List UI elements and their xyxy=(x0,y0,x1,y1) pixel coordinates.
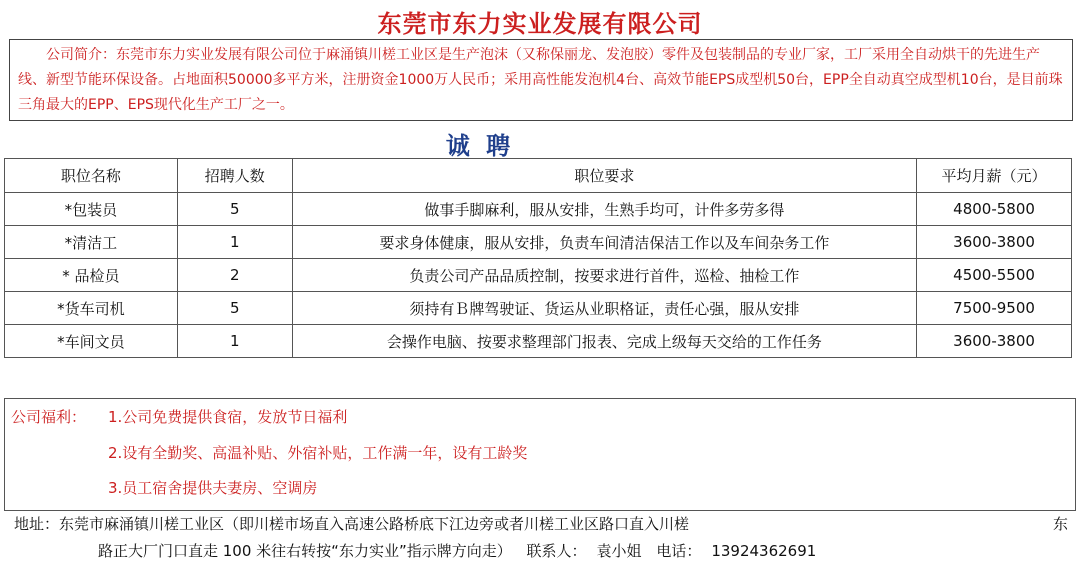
header-count: 招聘人数 xyxy=(177,159,292,193)
cell-salary: 4500-5500 xyxy=(917,259,1072,292)
table-row xyxy=(5,226,1072,259)
table-row xyxy=(5,193,1072,226)
cell-position: *货车司机 xyxy=(5,292,178,325)
address-text-2: 路正大厂门口直走 100 米往右转按“东力实业”指示牌方向走） xyxy=(98,542,512,560)
hiring-heading: 诚 聘 xyxy=(445,132,515,160)
cell-requirements: 要求身体健康，服从安排，负责车间清洁保洁工作以及车间杂务工作 xyxy=(292,226,916,259)
jobs-table xyxy=(4,158,1072,358)
table-row xyxy=(5,325,1072,358)
welfare-item: 3.员工宿舍提供夫妻房、空调房 xyxy=(108,479,318,497)
cell-position: *包装员 xyxy=(5,193,178,226)
cell-requirements: 须持有Ｂ牌驾驶证、货运从业职格证，责任心强，服从安排 xyxy=(292,292,916,325)
company-intro xyxy=(9,39,1073,121)
cell-count: 5 xyxy=(177,193,292,226)
cell-position: *清洁工 xyxy=(5,226,178,259)
welfare-item: 2.设有全勤奖、高温补贴、外宿补贴，工作满一年，设有工龄奖 xyxy=(108,444,528,462)
cell-salary: 3600-3800 xyxy=(917,226,1072,259)
cell-requirements: 负责公司产品品质控制，按要求进行首件，巡检、抽检工作 xyxy=(292,259,916,292)
phone-number: 13924362691 xyxy=(711,542,817,560)
welfare-label: 公司福利： xyxy=(11,408,87,426)
header-requirements: 职位要求 xyxy=(292,159,916,193)
cell-count: 5 xyxy=(177,292,292,325)
address-block xyxy=(14,511,1074,565)
cell-position: *车间文员 xyxy=(5,325,178,358)
cell-count: 2 xyxy=(177,259,292,292)
table-header-row xyxy=(5,159,1072,193)
address-line-1 xyxy=(14,511,1074,538)
cell-salary: 3600-3800 xyxy=(917,325,1072,358)
company-title: 东莞市东力实业发展有限公司 xyxy=(377,10,703,38)
cell-count: 1 xyxy=(177,325,292,358)
header-position: 职位名称 xyxy=(5,159,178,193)
address-line-2 xyxy=(14,538,1074,565)
address-text-1: 地址：东莞市麻涌镇川槎工业区（即川槎市场直入高速公路桥底下江边旁或者川槎工业区路口直入川槎 xyxy=(14,515,690,533)
cell-requirements: 做事手脚麻利，服从安排，生熟手均可，计件多劳多得 xyxy=(292,193,916,226)
cell-count: 1 xyxy=(177,226,292,259)
table-row xyxy=(5,259,1072,292)
intro-label: 公司简介： xyxy=(46,47,116,63)
cell-requirements: 会操作电脑、按要求整理部门报表、完成上级每天交给的工作任务 xyxy=(292,325,916,358)
address-text-1-tail: 东 xyxy=(1052,515,1068,533)
welfare-box xyxy=(4,398,1076,511)
welfare-item: 1.公司免费提供食宿，发放节日福利 xyxy=(108,408,348,426)
cell-position: * 品检员 xyxy=(5,259,178,292)
contact-label: 联系人： xyxy=(526,542,587,560)
cell-salary: 7500-9500 xyxy=(917,292,1072,325)
contact-name: 袁小姐 xyxy=(596,542,642,560)
intro-text: 东莞市东力实业发展有限公司位于麻涌镇川槎工业区是生产泡沫（又称保丽龙、发泡胶）零件及包装制品的专业厂家，工厂采用全自动烘干的先进生产线、新型节能环保设备。占地面积50000多平方米，注册资金1000万人民币；采用高性能发泡机4台、高效节能EPS成型机50台，EPP全自动真空成型机10台，是目前珠三角最大的EPP、EPS现代化生产工厂之一。 xyxy=(18,47,1063,113)
phone-label: 电话： xyxy=(656,542,702,560)
table-row xyxy=(5,292,1072,325)
cell-salary: 4800-5800 xyxy=(917,193,1072,226)
header-salary: 平均月薪（元） xyxy=(917,159,1072,193)
